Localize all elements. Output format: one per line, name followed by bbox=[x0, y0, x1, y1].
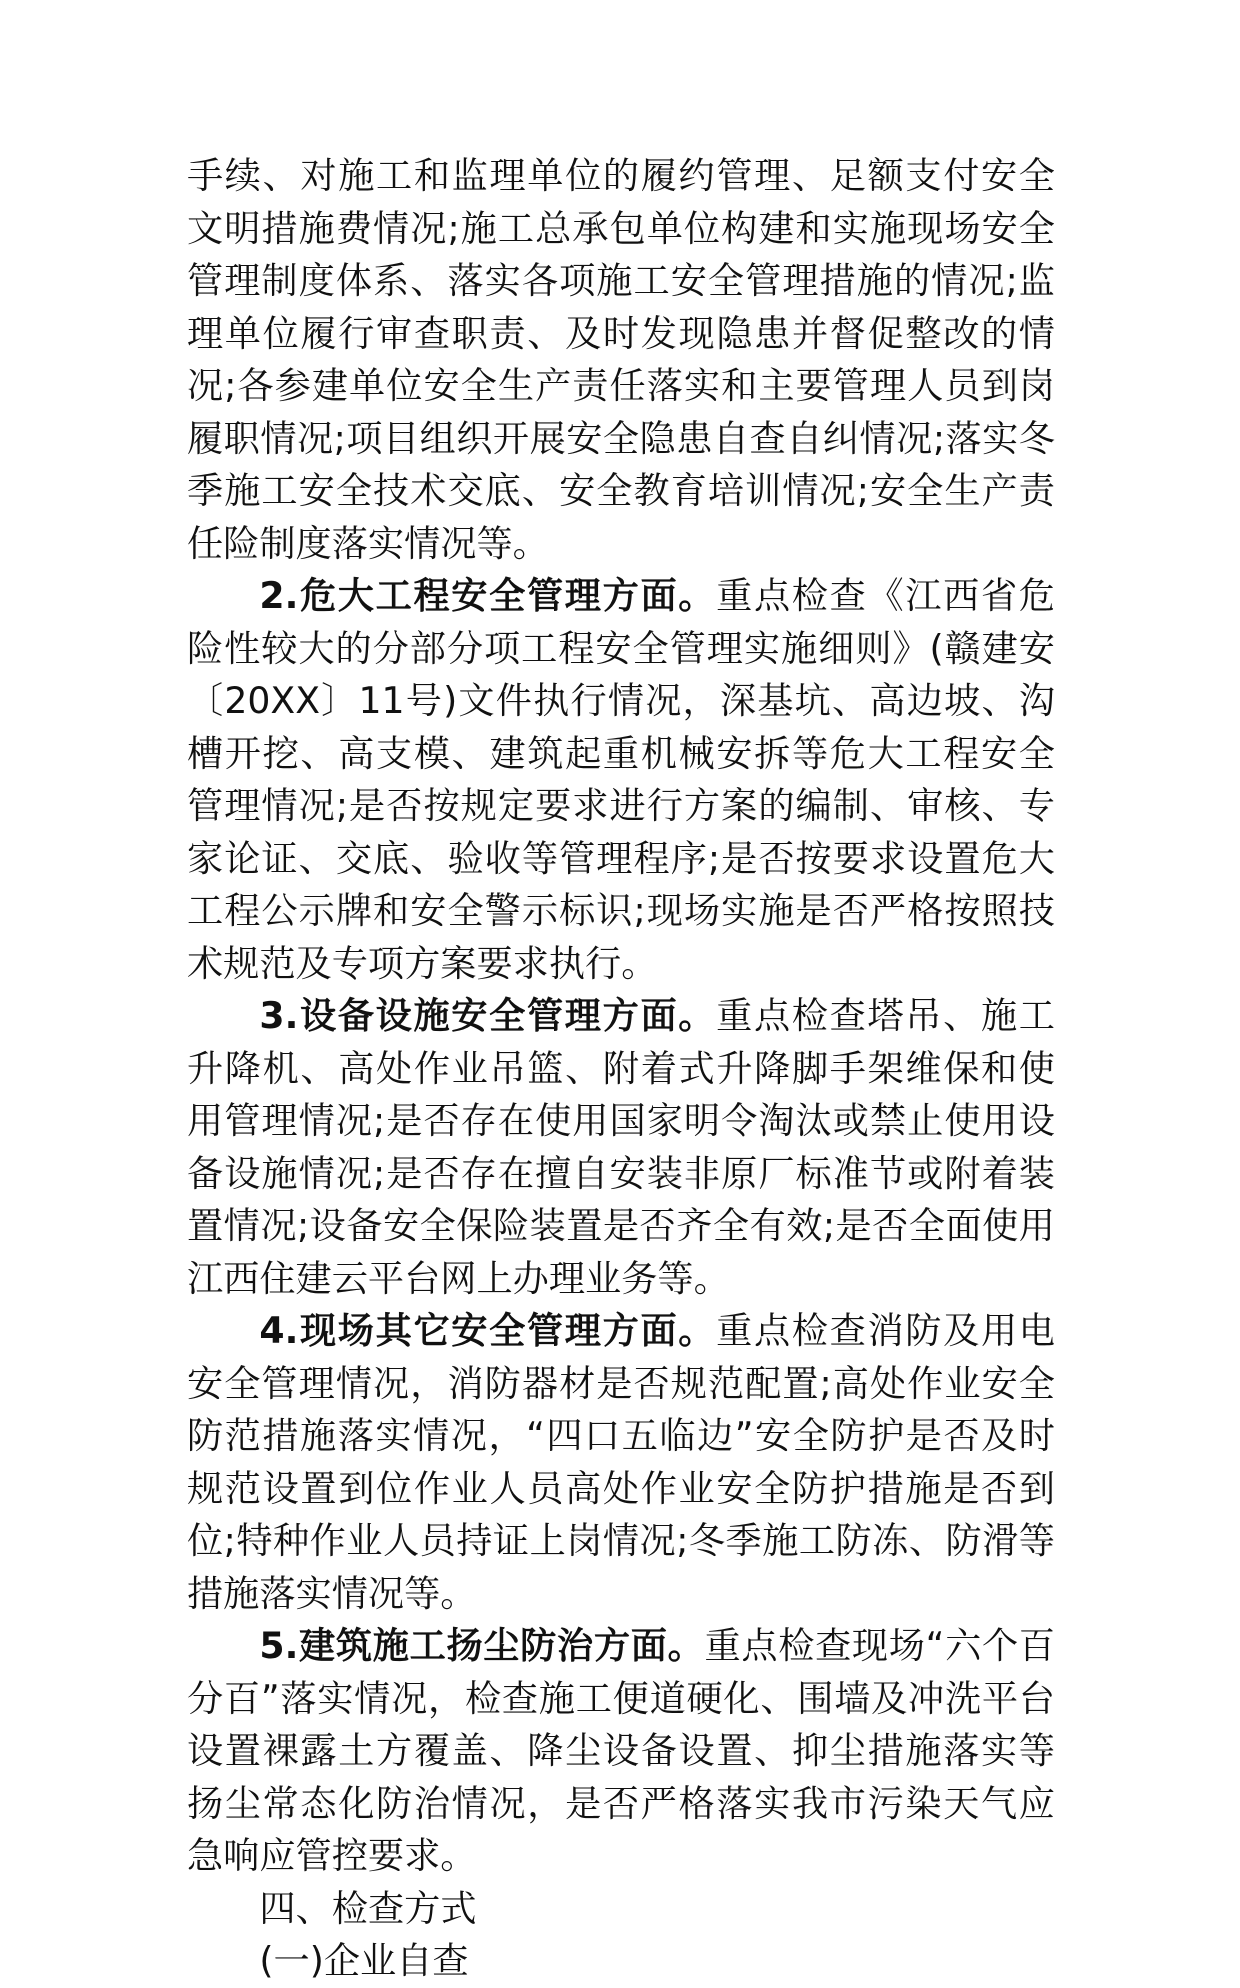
paragraph-hazardous-projects bbox=[187, 570, 1055, 990]
sub-heading: (一)企业自查 bbox=[259, 1939, 469, 1982]
paragraph-other-site-safety bbox=[187, 1305, 1055, 1620]
paragraph-text: 重点检查塔吊、施工升降机、高处作业吊篮、附着式升降脚手架维保和使用管理情况;是否存在使用国家明令淘汰或禁止使用设备设施情况;是否存在擅自安装非原厂标准节或附着装置情况;设备安全保险装置是否齐全有效;是否全面使用江西住建云平台网上办理业务等。 bbox=[187, 994, 1055, 1300]
document-page bbox=[187, 150, 1055, 1988]
paragraph-dust-control bbox=[187, 1620, 1055, 1883]
paragraph-text: 重点检查消防及用电安全管理情况，消防器材是否规范配置;高处作业安全防范措施落实情况，“四口五临边”安全防护是否及时规范设置到位作业人员高处作业安全防护措施是否到位;特种作业人员持证上岗情况;冬季施工防冻、防滑等措施落实情况等。 bbox=[187, 1309, 1055, 1615]
paragraph-text: 重点检查现场“六个百分百”落实情况，检查施工便道硬化、围墙及冲洗平台设置裸露土方覆盖、降尘设备设置、抑尘措施落实等扬尘常态化防治情况，是否严格落实我市污染天气应急响应管控要求。 bbox=[187, 1624, 1055, 1877]
paragraph-text: 手续、对施工和监理单位的履约管理、足额支付安全文明措施费情况;施工总承包单位构建和实施现场安全管理制度体系、落实各项施工安全管理措施的情况;监理单位履行审查职责、及时发现隐患并督促整改的情况;各参建单位安全生产责任落实和主要管理人员到岗履职情况;项目组织开展安全隐患自查自纠情况;落实冬季施工安全技术交底、安全教育培训情况;安全生产责任险制度落实情况等。 bbox=[187, 154, 1055, 565]
item-heading: 5.建筑施工扬尘防治方面。 bbox=[259, 1624, 705, 1667]
section-heading: 四、检查方式 bbox=[259, 1886, 477, 1930]
item-heading: 3.设备设施安全管理方面。 bbox=[259, 994, 717, 1037]
item-heading: 4.现场其它安全管理方面。 bbox=[259, 1309, 717, 1352]
item-heading: 2.危大工程安全管理方面。 bbox=[259, 574, 717, 617]
paragraph-safety-responsibility bbox=[187, 150, 1055, 570]
paragraph-equipment-safety bbox=[187, 990, 1055, 1305]
paragraph-text: 重点检查《江西省危险性较大的分部分项工程安全管理实施细则》(赣建安〔20XX〕11号)文件执行情况，深基坑、高边坡、沟槽开挖、高支模、建筑起重机械安拆等危大工程安全管理情况;是否按规定要求进行方案的编制、审核、专家论证、交底、验收等管理程序;是否按要求设置危大工程公示牌和安全警示标识;现场实施是否严格按照技术规范及专项方案要求执行。 bbox=[187, 574, 1055, 985]
